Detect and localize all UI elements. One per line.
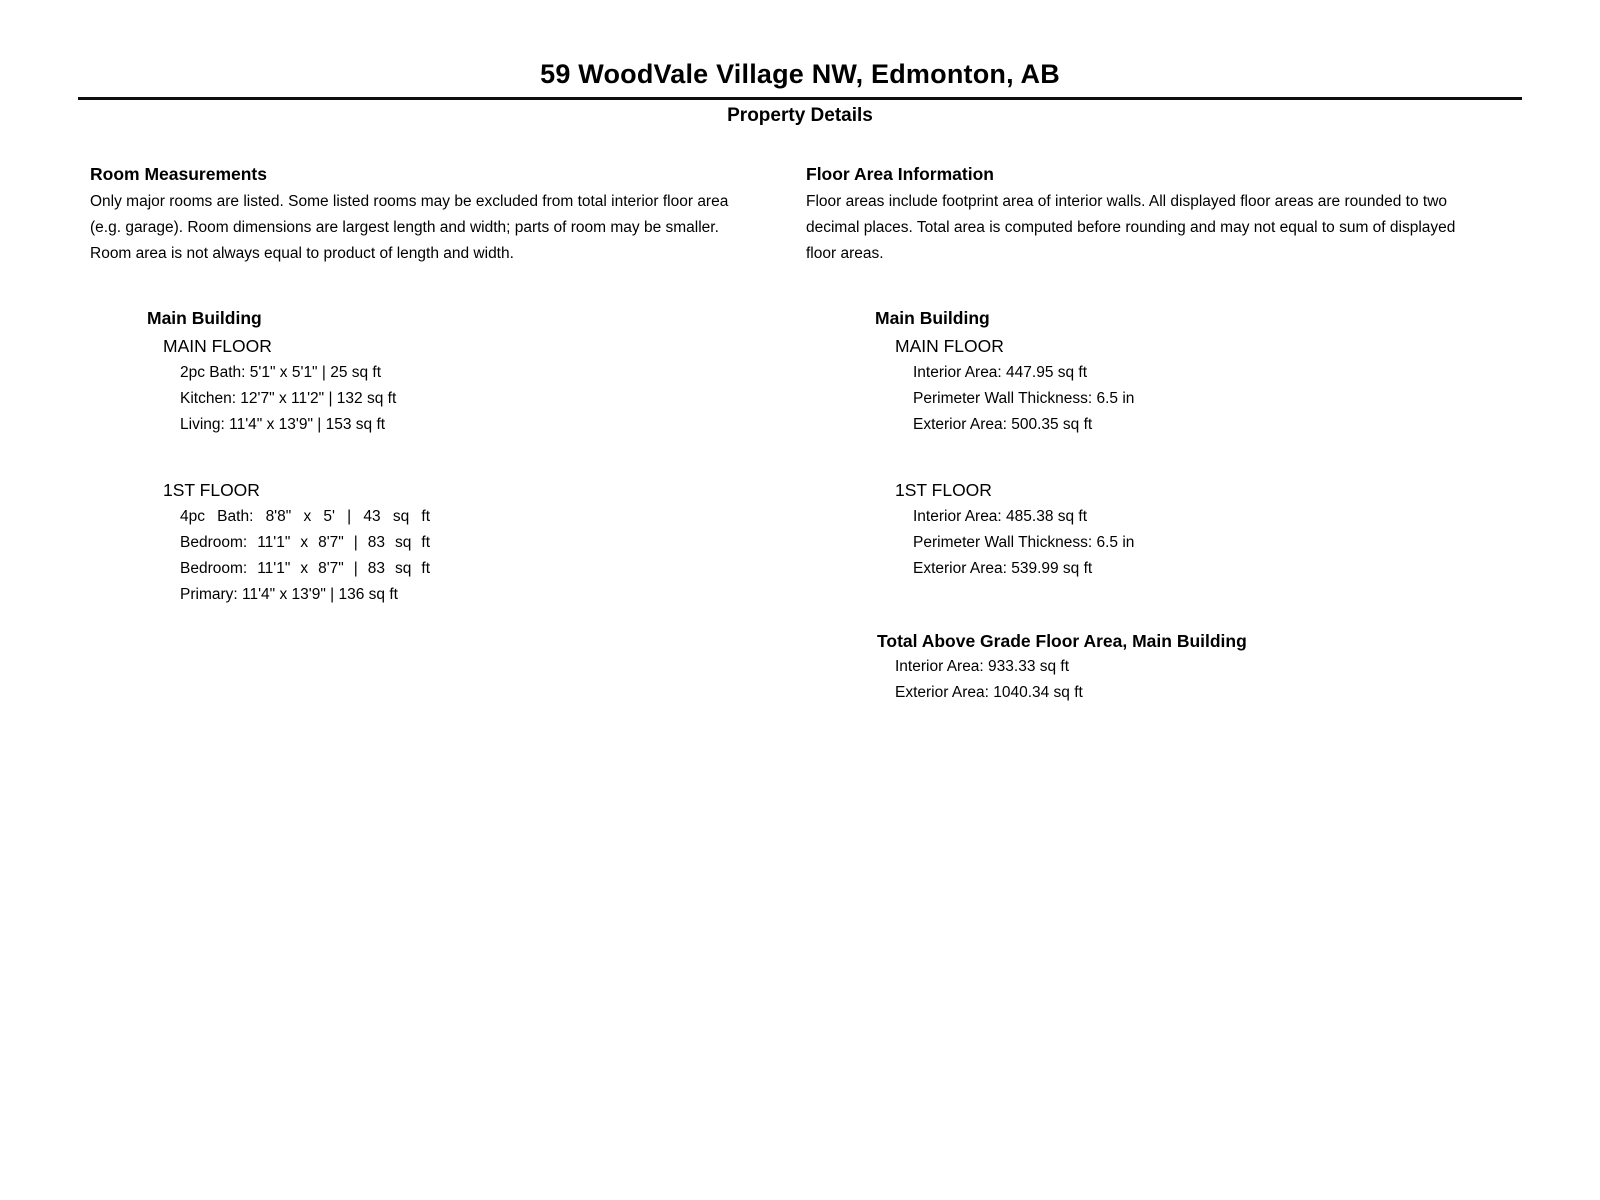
detail-list [806, 360, 1506, 438]
floor-name: 1ST FLOOR [895, 480, 992, 500]
page-title: 59 WoodVale Village NW, Edmonton, AB [540, 59, 1060, 89]
detail-line: Exterior Area: 1040.34 sq ft [895, 684, 1083, 701]
room-line: Primary: 11'4" x 13'9" | 136 sq ft [180, 586, 398, 603]
floor-name: MAIN FLOOR [895, 336, 1004, 356]
header-divider [78, 97, 1522, 100]
floor-name: MAIN FLOOR [163, 336, 272, 356]
description-line: floor areas. [806, 245, 884, 262]
floor-area-information-heading: Floor Area Information [806, 164, 994, 184]
room-measurements-description [90, 189, 790, 267]
room-line: Bedroom: 11'1" x 8'7" | 83 sq ft [180, 560, 430, 577]
room-list [90, 360, 790, 438]
room-line: 2pc Bath: 5'1" x 5'1" | 25 sq ft [180, 364, 382, 381]
room-line: Kitchen: 12'7" x 11'2" | 132 sq ft [180, 390, 397, 407]
room-line: Living: 11'4" x 13'9" | 153 sq ft [180, 416, 386, 433]
description-line: Only major rooms are listed. Some listed rooms may be excluded from total interior floor area [90, 193, 729, 210]
room-measurements-heading: Room Measurements [90, 164, 267, 184]
detail-line: Interior Area: 447.95 sq ft [913, 364, 1088, 381]
total-above-grade-heading: Total Above Grade Floor Area, Main Building [877, 631, 1247, 651]
detail-list [806, 504, 1506, 582]
building-name: Main Building [147, 308, 262, 328]
detail-list [806, 654, 1506, 706]
page-subtitle: Property Details [727, 105, 873, 126]
floor-area-description [806, 189, 1506, 267]
detail-line: Perimeter Wall Thickness: 6.5 in [913, 534, 1135, 551]
floor-name: 1ST FLOOR [163, 480, 260, 500]
floor-main-floor [90, 332, 790, 438]
detail-line: Exterior Area: 539.99 sq ft [913, 560, 1093, 577]
room-line: Bedroom: 11'1" x 8'7" | 83 sq ft [180, 534, 430, 551]
description-line: (e.g. garage). Room dimensions are largest length and width; parts of room may be smaller. [90, 219, 719, 236]
total-above-grade-section [806, 628, 1506, 706]
detail-line: Interior Area: 933.33 sq ft [895, 658, 1070, 675]
floor-area-information-section [806, 162, 1506, 706]
floor-area-building [806, 305, 1506, 706]
building-name: Main Building [875, 308, 990, 328]
room-measurements-building [90, 305, 790, 608]
description-line: Floor areas include footprint area of interior walls. All displayed floor areas are rounded to two [806, 193, 1448, 210]
detail-line: Interior Area: 485.38 sq ft [913, 508, 1088, 525]
room-measurements-section [90, 162, 790, 608]
room-list [90, 504, 790, 608]
floor-1st-floor [806, 476, 1506, 582]
room-line: 4pc Bath: 8'8" x 5' | 43 sq ft [180, 508, 430, 525]
description-line: decimal places. Total area is computed before rounding and may not equal to sum of displayed [806, 219, 1456, 236]
detail-line: Exterior Area: 500.35 sq ft [913, 416, 1093, 433]
detail-line: Perimeter Wall Thickness: 6.5 in [913, 390, 1135, 407]
floor-main-floor [806, 332, 1506, 438]
description-line: Room area is not always equal to product of length and width. [90, 245, 514, 262]
floor-1st-floor [90, 476, 790, 608]
page-header [0, 0, 1600, 128]
